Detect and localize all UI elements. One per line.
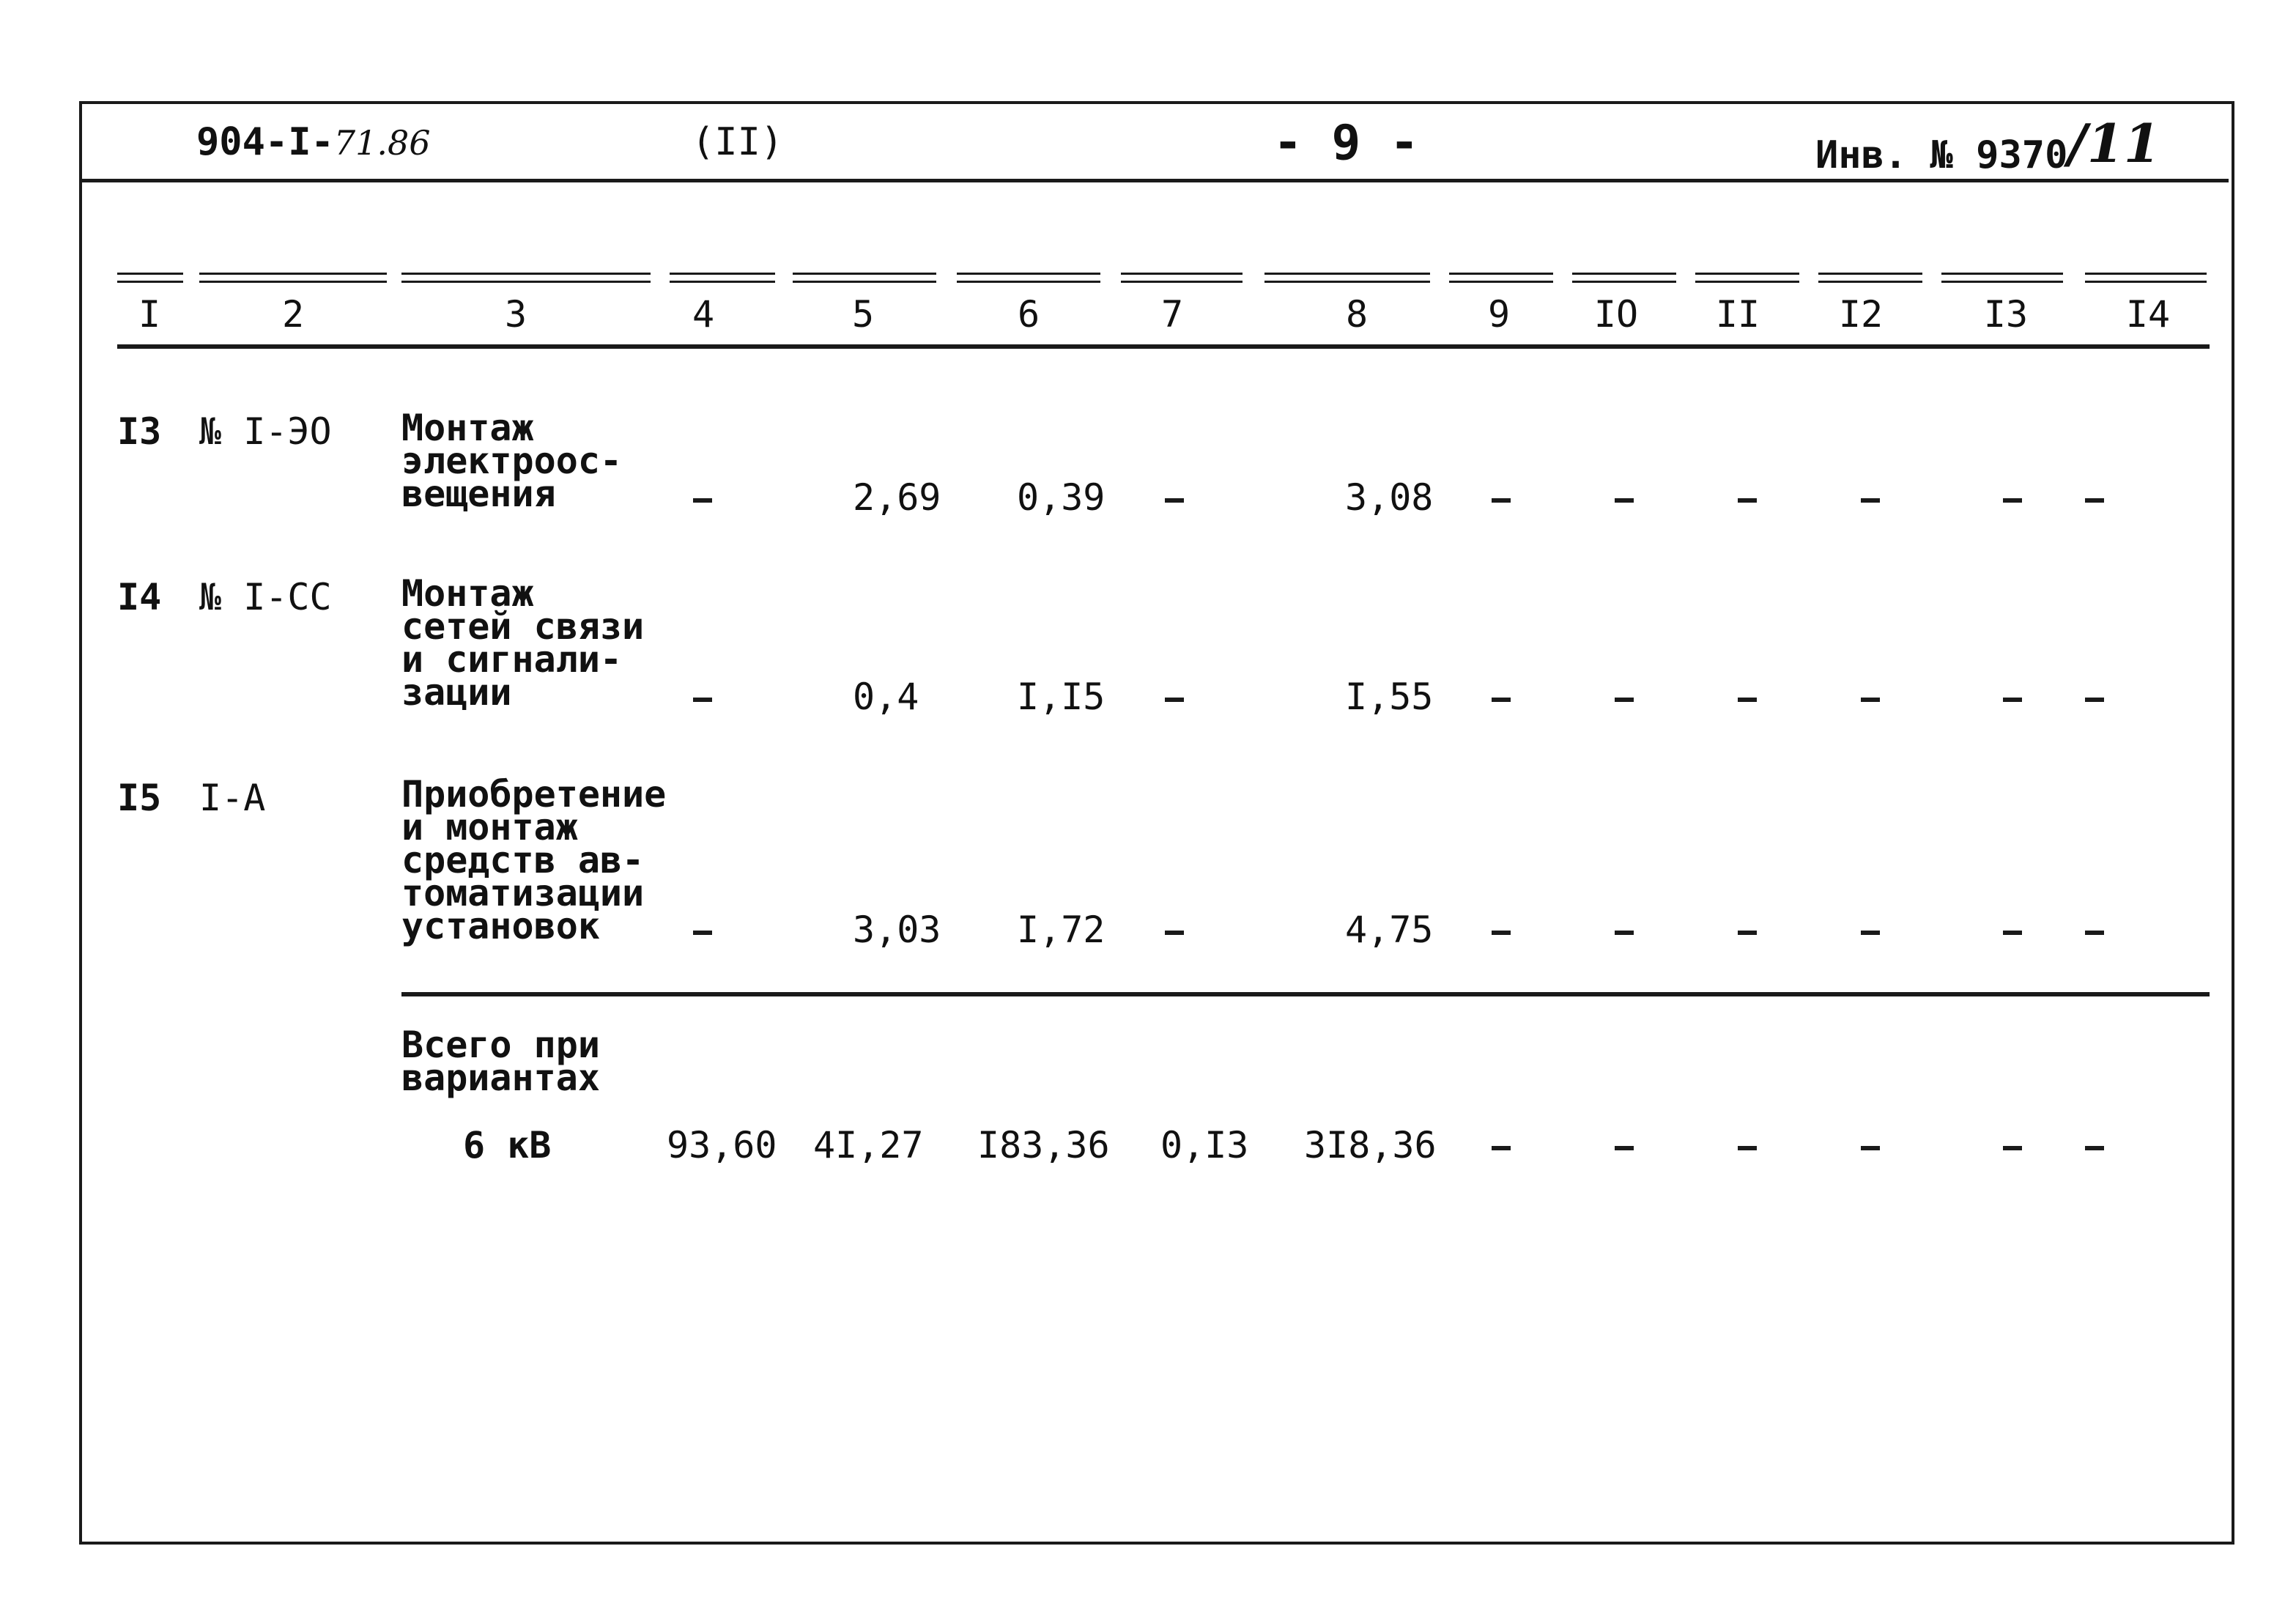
total-value: 4I,27 [813, 1124, 924, 1166]
empty-dash [1165, 698, 1184, 702]
cell-value: I,55 [1345, 676, 1434, 718]
column-rule [957, 273, 1100, 283]
column-number: I4 [2125, 293, 2171, 336]
column-number: I [138, 293, 161, 336]
column-rule [1449, 273, 1553, 283]
document-code: 904-I-71.86 [196, 120, 431, 164]
empty-dash [693, 698, 712, 702]
total-rule [401, 992, 2210, 996]
row-number: I5 [117, 777, 162, 819]
empty-dash [1738, 698, 1757, 702]
empty-dash [1615, 698, 1634, 702]
column-number: 6 [1017, 293, 1040, 336]
cell-value: I,72 [1017, 909, 1106, 951]
cell-value: 3,03 [853, 909, 941, 951]
empty-dash [693, 931, 712, 935]
empty-dash [2003, 931, 2022, 935]
column-number: 8 [1345, 293, 1369, 336]
cell-value: 4,75 [1345, 909, 1434, 951]
empty-dash [1861, 1146, 1880, 1150]
column-number: 5 [851, 293, 875, 336]
empty-dash [2003, 498, 2022, 503]
total-variant: 6 кВ [463, 1124, 552, 1166]
empty-dash [2003, 1146, 2022, 1150]
column-number: I2 [1838, 293, 1884, 336]
row-number: I4 [117, 576, 162, 618]
column-rule [1695, 273, 1799, 283]
total-value: I83,36 [977, 1124, 1110, 1166]
cell-value: 3,08 [1345, 476, 1434, 519]
empty-dash [1861, 931, 1880, 935]
empty-dash [1615, 1146, 1634, 1150]
column-number: II [1715, 293, 1760, 336]
page-number: - 9 - [1273, 114, 1419, 171]
row-name: Монтаж электроос- вещения [401, 407, 623, 515]
empty-dash [1492, 931, 1511, 935]
column-rule [199, 273, 387, 283]
empty-dash [1738, 1146, 1757, 1150]
row-name: Приобретение и монтаж средств ав- томатизации установок [401, 773, 667, 947]
header-rule [82, 179, 2229, 182]
column-number: 7 [1160, 293, 1184, 336]
column-number: 2 [281, 293, 305, 336]
column-rule [1121, 273, 1243, 283]
column-rule [793, 273, 936, 283]
column-number: IO [1593, 293, 1639, 336]
total-value: 0,I3 [1160, 1124, 1249, 1166]
column-rule [117, 273, 183, 283]
empty-dash [1861, 498, 1880, 503]
empty-dash [693, 498, 712, 503]
total-value: 93,60 [667, 1124, 777, 1166]
part-number: (II) [692, 120, 784, 164]
cell-value: 0,39 [1017, 476, 1106, 519]
column-rule [670, 273, 775, 283]
empty-dash [1492, 698, 1511, 702]
row-name: Монтаж сетей связи и сигнали- зации [401, 572, 645, 714]
column-rule [1572, 273, 1676, 283]
column-number: 4 [692, 293, 715, 336]
empty-dash [2085, 498, 2104, 503]
empty-dash [1738, 931, 1757, 935]
empty-dash [1861, 698, 1880, 702]
row-code: № I-ЭО [199, 410, 332, 453]
column-header-rule [117, 344, 2210, 349]
row-code: № I-СС [199, 576, 332, 618]
column-number: I3 [1983, 293, 2029, 336]
empty-dash [1165, 498, 1184, 503]
column-rule [401, 273, 651, 283]
column-rule [1941, 273, 2063, 283]
empty-dash [1492, 1146, 1511, 1150]
empty-dash [2085, 931, 2104, 935]
empty-dash [2003, 698, 2022, 702]
column-number: 3 [504, 293, 527, 336]
inventory-number: Инв. № 9370/11 [1815, 112, 2160, 177]
cell-value: 0,4 [853, 676, 919, 718]
column-rule [1264, 273, 1430, 283]
empty-dash [1615, 498, 1634, 503]
row-number: I3 [117, 410, 162, 453]
empty-dash [2085, 698, 2104, 702]
empty-dash [1492, 498, 1511, 503]
empty-dash [1615, 931, 1634, 935]
row-code: I-А [199, 777, 266, 819]
column-rule [2085, 273, 2207, 283]
cell-value: I,I5 [1017, 676, 1106, 718]
cell-value: 2,69 [853, 476, 941, 519]
total-label: Всего при вариантах [401, 1024, 600, 1099]
total-value: 3I8,36 [1304, 1124, 1437, 1166]
empty-dash [1738, 498, 1757, 503]
empty-dash [2085, 1146, 2104, 1150]
column-rule [1818, 273, 1922, 283]
column-number: 9 [1487, 293, 1511, 336]
empty-dash [1165, 931, 1184, 935]
